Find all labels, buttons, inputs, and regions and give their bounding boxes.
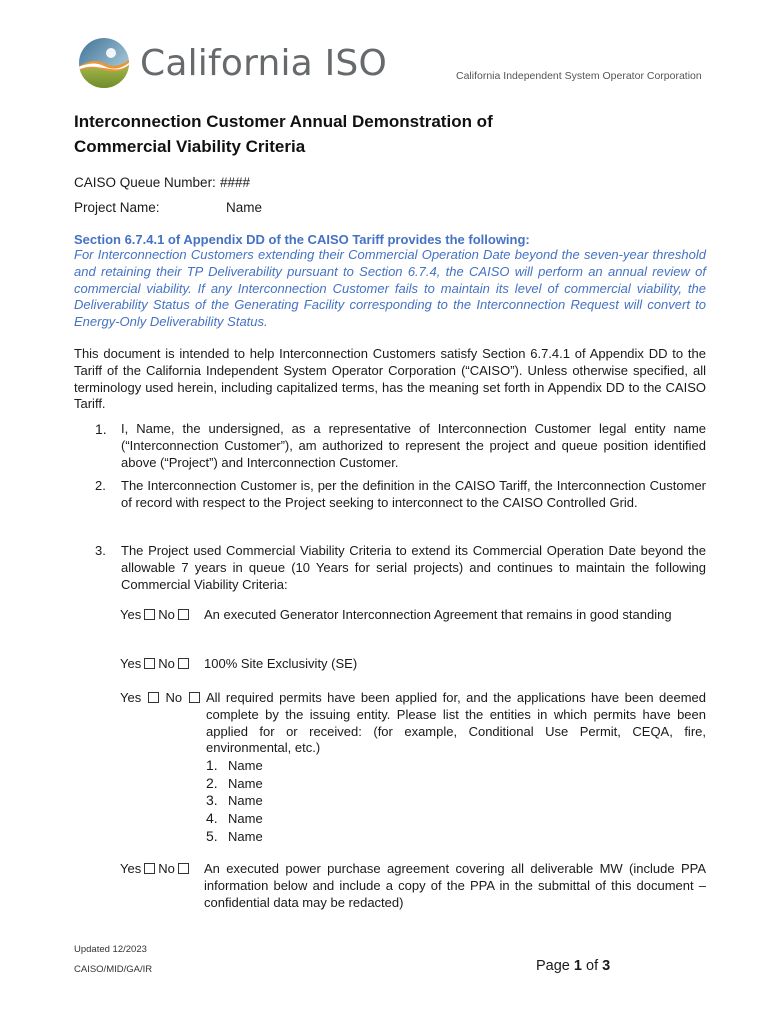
criterion-text: 100% Site Exclusivity (SE) <box>204 656 358 671</box>
section-quote: For Interconnection Customers extending their Commercial Operation Date beyond the seven-year threshold and retaining their TP Deliverability pursuant to Section 6.7.4, the CAISO will perform an annual review of commercial viability. If any Interconnection Customer fails to maintain its level of commercial viability, the Deliverability Status of the Generating Facility corresponding to the Interconnection Request will convert to Energy-Only Deliverability Status. <box>74 247 706 330</box>
project-name-label: Project Name: <box>74 200 160 215</box>
permit-entities-list <box>206 757 706 845</box>
permit-entity-item <box>206 810 706 828</box>
list-number: 3. <box>95 543 106 558</box>
project-name-value[interactable]: Name <box>226 200 263 215</box>
permit-entity-name[interactable]: Name <box>228 810 263 826</box>
list-number: 1. <box>95 421 107 437</box>
yes-checkbox[interactable] <box>144 609 155 620</box>
list-text: I, Name, the undersigned, as a representative of Interconnection Customer legal entity name (“Interconnection Customer”), am authorized to represent the project and queue position identified above (“Project”) and Interconnection Customer. <box>121 421 706 470</box>
criterion-text: An executed power purchase agreement covering all deliverable MW (include PPA information below and include a copy of the PPA in the submittal of this document – confidential data may be redacted) <box>204 861 706 910</box>
footer-updated: Updated 12/2023 <box>74 944 147 955</box>
permit-entity-item <box>206 775 706 793</box>
yes-no-choice <box>120 656 192 673</box>
logo-wordmark: California ISO <box>140 42 387 84</box>
yes-no-choice <box>120 690 203 707</box>
permit-entity-item <box>206 792 706 810</box>
no-checkbox[interactable] <box>178 658 189 669</box>
yes-label: Yes <box>120 690 142 705</box>
permit-entity-name[interactable]: Name <box>228 828 263 844</box>
permit-entity-name[interactable]: Name <box>228 758 263 774</box>
queue-number-field <box>74 175 250 190</box>
queue-number-value[interactable]: #### <box>220 175 251 190</box>
permit-number: 5. <box>206 827 218 844</box>
page-current: 1 <box>573 958 582 974</box>
criterion-text: All required permits have been applied for, and the applications have been deemed complete by the issuing entity. Please list the entities in which permits have been applied for or received: (for example, Conditional Use Permit, CEQA, fire, environmental, etc.) <box>206 690 706 756</box>
list-number: 2. <box>95 478 106 493</box>
page-prefix: Page <box>536 958 570 974</box>
list-item <box>95 478 706 512</box>
intro-paragraph: This document is intended to help Interconnection Customers satisfy Section 6.7.4.1 of Appendix DD to the Tariff of the California Independent System Operator Corporation (“CAISO”). Unless otherwise specified, all terminology used herein, including capitalized terms, has the meaning set forth in Appendix DD to the CAISO Tariff. <box>74 346 706 412</box>
yes-checkbox[interactable] <box>144 658 155 669</box>
no-label: No <box>158 607 175 622</box>
title-line-1: Interconnection Customer Annual Demonstration of <box>74 112 493 131</box>
no-label: No <box>158 861 175 876</box>
yes-no-choice <box>120 861 192 878</box>
criterion-body <box>206 690 706 845</box>
criterion-permits <box>120 690 706 845</box>
title-line-2: Commercial Viability Criteria <box>74 137 306 156</box>
corporation-name: California Independent System Operator Corporation <box>456 70 702 82</box>
no-checkbox[interactable] <box>189 692 200 703</box>
permit-entity-item <box>206 828 706 846</box>
footer-code: CAISO/MID/GA/IR <box>74 964 153 975</box>
queue-number-label: CAISO Queue Number: <box>74 175 216 190</box>
yes-label: Yes <box>120 861 142 876</box>
section-heading: Section 6.7.4.1 of Appendix DD of the CAISO Tariff provides the following: <box>74 232 530 247</box>
criterion-site-exclusivity <box>120 656 706 673</box>
yes-checkbox[interactable] <box>144 863 155 874</box>
yes-label: Yes <box>120 607 142 622</box>
yes-checkbox[interactable] <box>148 692 159 703</box>
no-label: No <box>165 690 183 705</box>
permit-entity-item <box>206 757 706 775</box>
no-checkbox[interactable] <box>178 609 189 620</box>
list-text: The Interconnection Customer is, per the definition in the CAISO Tariff, the Interconnection Customer of record with respect to the Project seeking to interconnect to the CAISO Controlled Grid. <box>121 478 706 510</box>
criterion-gia <box>120 607 706 624</box>
list-item <box>95 421 706 471</box>
page-number <box>536 958 610 974</box>
no-checkbox[interactable] <box>178 863 189 874</box>
list-text: The Project used Commercial Viability Criteria to extend its Commercial Operation Date beyond the allowable 7 years in queue (10 Years for serial projects) and continues to maintain the following Commercial Viability Criteria: <box>121 543 706 592</box>
page-title <box>74 109 694 159</box>
no-label: No <box>158 656 175 671</box>
list-item <box>95 543 706 593</box>
page-of: of <box>586 958 599 974</box>
permit-entity-name[interactable]: Name <box>228 793 263 809</box>
permit-entity-name[interactable]: Name <box>228 775 263 791</box>
yes-label: Yes <box>120 656 142 671</box>
page-total: 3 <box>602 958 611 974</box>
permit-number: 3. <box>206 792 218 809</box>
project-name-field <box>74 200 262 215</box>
permit-number: 1. <box>206 757 218 774</box>
caiso-logo <box>78 37 387 89</box>
criterion-text: An executed Generator Interconnection Agreement that remains in good standing <box>204 607 672 622</box>
permit-number: 4. <box>206 809 218 826</box>
criterion-ppa <box>120 861 706 911</box>
permit-number: 2. <box>206 774 218 791</box>
yes-no-choice <box>120 607 192 624</box>
caiso-sun-globe-logo-icon <box>78 37 130 89</box>
